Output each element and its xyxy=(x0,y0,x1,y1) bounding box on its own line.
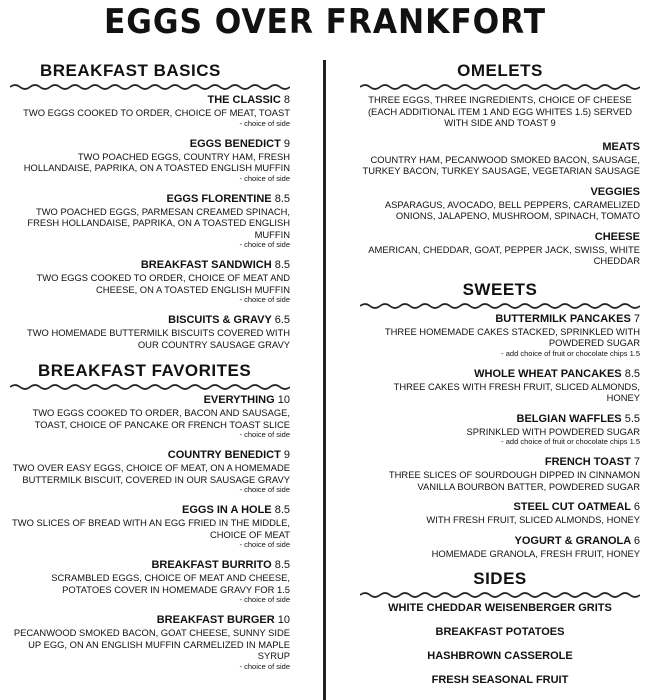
item-note: - choice of side xyxy=(239,240,290,249)
item-name: BUTTERMILK PANCAKES xyxy=(495,312,631,325)
wave-divider xyxy=(360,302,640,310)
item-price: 10 xyxy=(277,394,290,406)
item-title xyxy=(10,504,290,517)
item-name: BREAKFAST SANDWICH xyxy=(140,259,272,271)
omelet-description: THREE EGGS, THREE INGREDIENTS, CHOICE OF CHEESE (EACH ADDITIONAL ITEM 1 AND EGG WHITES 1.5) SERVED WITH SIDE AND TOAST 9 xyxy=(367,94,633,128)
menu-item xyxy=(360,413,640,448)
menu-item xyxy=(360,456,640,492)
item-note: - choice of side xyxy=(239,540,290,549)
group-name: MEATS xyxy=(602,140,640,153)
group-description: AMERICAN, CHEDDAR, GOAT, PEPPER JACK, SWISS, WHITE CHEDDAR xyxy=(368,243,640,266)
side-item: FRESH SEASONAL FRUIT xyxy=(431,674,569,686)
item-price: 8.5 xyxy=(274,559,290,571)
item-name: BREAKFAST BURGER xyxy=(156,614,275,626)
group-name: VEGGIES xyxy=(590,185,640,198)
breakfast-favorites-header xyxy=(10,360,290,394)
item-price: 8 xyxy=(283,94,290,106)
wave-divider xyxy=(10,383,290,391)
item-price: 8.5 xyxy=(274,259,290,271)
item-price: 7 xyxy=(633,312,640,325)
item-note: - choice of side xyxy=(239,173,290,183)
item-description: THREE HOMEMADE CAKES STACKED, SPRINKLED WITH POWDERED SUGAR xyxy=(384,325,640,348)
item-description: THREE SLICES OF SOURDOUGH DIPPED IN CINNAMON VANILLA BOURBON BATTER, POWDERED SUGAR xyxy=(388,469,640,492)
item-title xyxy=(360,413,640,426)
item-name: EGGS IN A HOLE xyxy=(182,504,272,516)
item-note: - add choice of fruit or chocolate chips 1.5 xyxy=(501,348,640,358)
item-description: TWO HOMEMADE BUTTERMILK BISCUITS COVERED WITH OUR COUNTRY SAUSAGE GRAVY xyxy=(26,327,290,350)
section-title: SWEETS xyxy=(462,279,538,299)
item-title xyxy=(360,456,640,469)
item-name: BISCUITS & GRAVY xyxy=(168,314,272,326)
item-note: - choice of side xyxy=(239,118,290,128)
item-title xyxy=(10,193,290,206)
item-price: 9 xyxy=(283,449,290,461)
item-description: HOMEMADE GRANOLA, FRESH FRUIT, HONEY xyxy=(431,547,640,559)
section-title: SIDES xyxy=(473,569,527,588)
item-description: WITH FRESH FRUIT, SLICED ALMONDS, HONEY xyxy=(426,514,640,525)
sweets-list xyxy=(360,313,640,560)
item-description: TWO EGGS COOKED TO ORDER, CHOICE OF MEAT, TOAST xyxy=(23,107,290,118)
omelets-header xyxy=(360,60,640,94)
item-name: COUNTRY BENEDICT xyxy=(167,449,281,461)
item-description: SCRAMBLED EGGS, CHOICE OF MEAT AND CHEESE, POTATOES COVER IN HOMEMADE GRAVY FOR 1.5 xyxy=(51,572,290,595)
item-note: - choice of side xyxy=(239,430,290,439)
item-name: STEEL CUT OATMEAL xyxy=(513,501,631,513)
item-description: TWO POACHED EGGS, COUNTRY HAM, FRESH HOLLANDAISE, PAPRIKA, ON A TOASTED ENGLISH MUFFIN xyxy=(23,150,290,173)
item-title xyxy=(10,449,290,462)
item-title xyxy=(10,559,290,572)
side-item: WHITE CHEDDAR WEISENBERGER GRITS xyxy=(388,602,612,614)
item-name: WHOLE WHEAT PANCAKES xyxy=(474,367,622,380)
menu-item xyxy=(10,559,290,605)
item-name: FRENCH TOAST xyxy=(544,456,631,468)
omelet-group xyxy=(360,186,640,222)
item-price: 6.5 xyxy=(274,314,290,326)
menu-item xyxy=(10,193,290,251)
group-name: CHEESE xyxy=(594,230,640,243)
group-description: COUNTRY HAM, PECANWOOD SMOKED BACON, SAUSAGE, TURKEY BACON, TURKEY SAUSAGE, VEGETARIAN SAUSAGE xyxy=(362,153,640,176)
item-description: PECANWOOD SMOKED BACON, GOAT CHEESE, SUNNY SIDE UP EGG, ON AN ENGLISH MUFFIN CARMELIZED IN MAPLE SYRUP xyxy=(13,627,290,661)
item-note: - choice of side xyxy=(239,485,290,494)
item-note: - choice of side xyxy=(239,661,290,671)
item-name: THE CLASSIC xyxy=(207,94,281,106)
menu-item xyxy=(10,449,290,495)
menu-item xyxy=(10,504,290,550)
item-price: 10 xyxy=(277,614,290,626)
left-column xyxy=(10,60,290,681)
menu-item xyxy=(10,94,290,129)
wave-divider xyxy=(360,591,640,599)
section-title: OMELETS xyxy=(457,61,543,80)
wave-divider xyxy=(360,83,640,91)
menu-item xyxy=(10,614,290,672)
item-price: 8.5 xyxy=(624,367,640,380)
item-name: BREAKFAST BURRITO xyxy=(151,559,272,571)
breakfast-basics-list xyxy=(10,94,290,350)
menu-title: EGGS OVER FRANKFORT xyxy=(103,2,546,42)
item-note: - choice of side xyxy=(239,595,290,604)
item-title xyxy=(360,368,640,381)
item-price: 7 xyxy=(633,456,640,468)
omelet-group xyxy=(360,141,640,177)
item-name: BELGIAN WAFFLES xyxy=(516,412,622,425)
menu-item xyxy=(10,138,290,184)
item-title xyxy=(360,501,640,514)
menu-item xyxy=(360,501,640,526)
item-description: TWO SLICES OF BREAD WITH AN EGG FRIED IN THE MIDDLE, CHOICE OF MEAT xyxy=(12,517,290,540)
item-title xyxy=(10,94,290,107)
section-title: BREAKFAST FAVORITES xyxy=(38,361,252,380)
item-description: SPRINKLED WITH POWDERED SUGAR xyxy=(466,425,640,437)
side-item: HASHBROWN CASSEROLE xyxy=(427,650,573,662)
omelet-group xyxy=(360,231,640,267)
item-name: YOGURT & GRANOLA xyxy=(514,534,631,547)
menu-item xyxy=(360,368,640,404)
item-title xyxy=(10,259,290,272)
item-title xyxy=(360,313,640,326)
wave-divider xyxy=(10,83,290,91)
group-description: ASPARAGUS, AVOCADO, BELL PEPPERS, CARAMELIZED ONIONS, JALAPENO, MUSHROOM, SPINACH, TOMATO xyxy=(384,198,640,221)
item-note: - choice of side xyxy=(239,295,290,304)
item-price: 8.5 xyxy=(274,192,290,205)
item-price: 8.5 xyxy=(274,504,290,516)
breakfast-basics-header xyxy=(10,60,290,94)
item-price: 5.5 xyxy=(624,412,640,425)
section-title: BREAKFAST BASICS xyxy=(40,61,221,80)
sides-list xyxy=(360,602,640,687)
item-note: - add choice of fruit or chocolate chips 1.5 xyxy=(501,437,640,446)
item-description: TWO EGGS COOKED TO ORDER, BACON AND SAUSAGE, TOAST, CHOICE OF PANCAKE OR FRENCH TOAST SLICE xyxy=(32,407,290,430)
item-description: TWO OVER EASY EGGS, CHOICE OF MEAT, ON A HOMEMADE BUTTERMILK BISCUIT, COVERED IN OUR SAUSAGE GRAVY xyxy=(12,462,290,485)
item-price: 9 xyxy=(283,137,290,150)
item-name: EGGS BENEDICT xyxy=(189,137,281,150)
sides-header xyxy=(360,568,640,602)
menu-item xyxy=(10,394,290,440)
right-column xyxy=(360,60,640,698)
omelet-groups xyxy=(360,141,640,267)
menu-item xyxy=(360,535,640,560)
side-item: BREAKFAST POTATOES xyxy=(435,626,565,638)
item-description: THREE CAKES WITH FRESH FRUIT, SLICED ALMONDS, HONEY xyxy=(393,380,640,403)
column-divider xyxy=(323,60,326,700)
menu-item xyxy=(10,259,290,305)
menu-item xyxy=(10,314,290,350)
breakfast-favorites-list xyxy=(10,394,290,672)
menu-item xyxy=(360,313,640,359)
item-name: EVERYTHING xyxy=(203,394,275,406)
item-title xyxy=(360,535,640,548)
item-title xyxy=(10,394,290,407)
item-price: 6 xyxy=(633,501,640,513)
item-description: TWO EGGS COOKED TO ORDER, CHOICE OF MEAT AND CHEESE, ON A TOASTED ENGLISH MUFFIN xyxy=(36,272,290,295)
item-name: EGGS FLORENTINE xyxy=(166,192,272,205)
item-description: TWO POACHED EGGS, PARMESAN CREAMED SPINACH, FRESH HOLLANDAISE, PAPRIKA, ON A TOASTED ENGLISH MUFFIN xyxy=(27,205,290,240)
sweets-header xyxy=(360,279,640,313)
item-price: 6 xyxy=(633,534,640,547)
item-title xyxy=(10,138,290,151)
item-title xyxy=(10,614,290,627)
item-title xyxy=(10,314,290,327)
